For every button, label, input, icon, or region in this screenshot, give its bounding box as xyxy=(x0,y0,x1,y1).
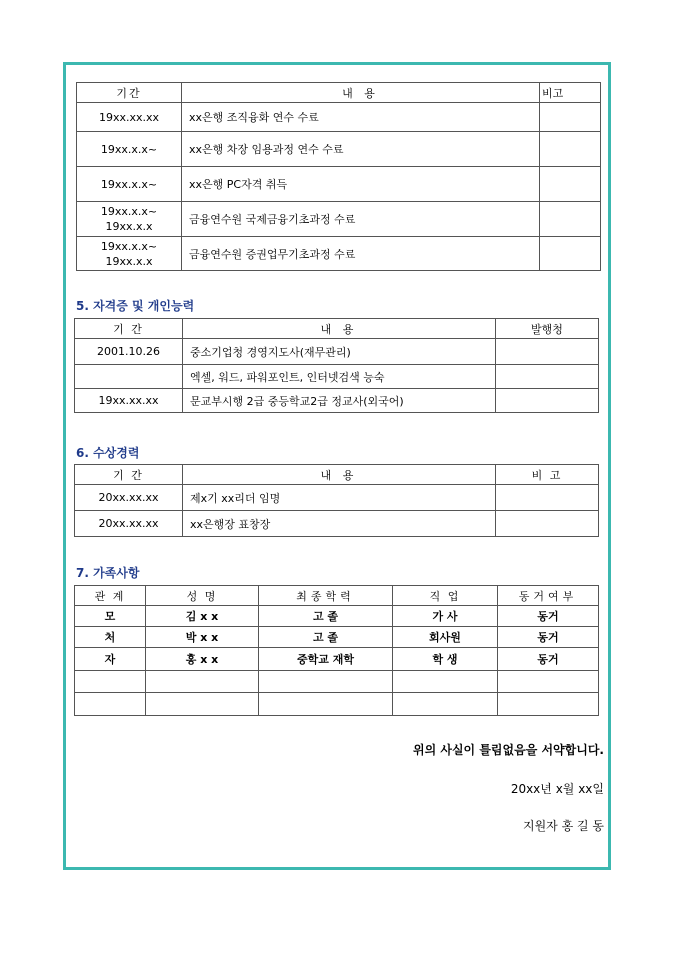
family-name xyxy=(146,671,259,693)
family-header-job: 직 업 xyxy=(393,586,498,606)
training-period: 19xx.xx.xx xyxy=(77,103,182,132)
table-row xyxy=(75,511,599,537)
family-header-relation: 관 계 xyxy=(75,586,146,606)
table-row xyxy=(75,648,599,671)
family-name xyxy=(146,693,259,716)
family-job xyxy=(393,693,498,716)
family-living xyxy=(498,693,599,716)
table-row xyxy=(75,485,599,511)
training-content: xx은행 PC자격 취득 xyxy=(182,167,540,202)
table-row xyxy=(75,606,599,627)
family-table xyxy=(74,585,599,716)
training-content: 금융연수원 국제금융기초과정 수료 xyxy=(182,202,540,237)
license-content: 중소기업청 경영지도사(재무관리) xyxy=(183,339,496,365)
award-note xyxy=(496,485,599,511)
table-row xyxy=(77,103,601,132)
family-header-education: 최종학력 xyxy=(259,586,393,606)
training-period: 19xx.x.x~ 19xx.x.x xyxy=(77,237,182,271)
training-header-content: 내 용 xyxy=(182,83,540,103)
training-content: 금융연수원 증권업무기초과정 수료 xyxy=(182,237,540,271)
pledge-statement: 위의 사실이 틀림없음을 서약합니다. xyxy=(413,743,604,757)
table-row xyxy=(75,693,599,716)
training-header-period: 기간 xyxy=(77,83,182,103)
family-education: 중학교 재학 xyxy=(259,648,393,671)
applicant-signature: 지원자 홍 길 동 xyxy=(523,819,604,833)
training-period: 19xx.x.x~ xyxy=(77,167,182,202)
table-row xyxy=(75,671,599,693)
license-issuer xyxy=(496,389,599,413)
section-title-awards: 6. 수상경력 xyxy=(76,446,140,460)
family-relation: 처 xyxy=(75,627,146,648)
training-note xyxy=(540,167,601,202)
family-header-living: 동거여부 xyxy=(498,586,599,606)
license-period xyxy=(75,365,183,389)
awards-table xyxy=(74,464,599,537)
license-period: 19xx.xx.xx xyxy=(75,389,183,413)
family-job xyxy=(393,671,498,693)
table-row xyxy=(75,365,599,389)
family-relation xyxy=(75,693,146,716)
table-row xyxy=(77,237,601,271)
awards-header-note: 비 고 xyxy=(496,465,599,485)
table-row xyxy=(75,339,599,365)
training-period: 19xx.x.x~ xyxy=(77,132,182,167)
training-note xyxy=(540,202,601,237)
family-relation xyxy=(75,671,146,693)
training-header-note: 비고 xyxy=(540,83,601,103)
family-education xyxy=(259,693,393,716)
family-education xyxy=(259,671,393,693)
licenses-table xyxy=(74,318,599,413)
family-living: 동거 xyxy=(498,606,599,627)
family-relation: 모 xyxy=(75,606,146,627)
family-name: 박 x x xyxy=(146,627,259,648)
awards-header-period: 기 간 xyxy=(75,465,183,485)
section-title-family: 7. 가족사항 xyxy=(76,566,140,580)
training-content: xx은행 조직융화 연수 수료 xyxy=(182,103,540,132)
table-row xyxy=(75,389,599,413)
training-note xyxy=(540,132,601,167)
license-issuer xyxy=(496,339,599,365)
family-education: 고 졸 xyxy=(259,606,393,627)
table-row xyxy=(75,627,599,648)
training-note xyxy=(540,103,601,132)
licenses-header-content: 내 용 xyxy=(183,319,496,339)
training-note xyxy=(540,237,601,271)
training-table xyxy=(76,82,601,271)
license-issuer xyxy=(496,365,599,389)
family-education: 고 졸 xyxy=(259,627,393,648)
section-title-licenses: 5. 자격증 및 개인능력 xyxy=(76,299,195,313)
family-job: 가 사 xyxy=(393,606,498,627)
training-content: xx은행 차장 임용과정 연수 수료 xyxy=(182,132,540,167)
award-content: xx은행장 표창장 xyxy=(183,511,496,537)
family-name: 홍 x x xyxy=(146,648,259,671)
family-relation: 자 xyxy=(75,648,146,671)
family-living: 동거 xyxy=(498,627,599,648)
licenses-header-issuer: 발행청 xyxy=(496,319,599,339)
family-job: 학 생 xyxy=(393,648,498,671)
table-row xyxy=(77,202,601,237)
family-header-name: 성 명 xyxy=(146,586,259,606)
training-period: 19xx.x.x~ 19xx.x.x xyxy=(77,202,182,237)
family-living: 동거 xyxy=(498,648,599,671)
awards-header-content: 내 용 xyxy=(183,465,496,485)
award-period: 20xx.xx.xx xyxy=(75,511,183,537)
license-content: 엑셀, 워드, 파워포인트, 인터넷검색 능숙 xyxy=(183,365,496,389)
family-living xyxy=(498,671,599,693)
family-name: 김 x x xyxy=(146,606,259,627)
award-period: 20xx.xx.xx xyxy=(75,485,183,511)
sign-date: 20xx년 x월 xx일 xyxy=(510,782,604,796)
license-period: 2001.10.26 xyxy=(75,339,183,365)
table-row xyxy=(77,132,601,167)
license-content: 문교부시행 2급 중등학교2급 정교사(외국어) xyxy=(183,389,496,413)
family-job: 회사원 xyxy=(393,627,498,648)
table-row xyxy=(77,167,601,202)
award-content: 제x기 xx리더 임명 xyxy=(183,485,496,511)
award-note xyxy=(496,511,599,537)
licenses-header-period: 기 간 xyxy=(75,319,183,339)
